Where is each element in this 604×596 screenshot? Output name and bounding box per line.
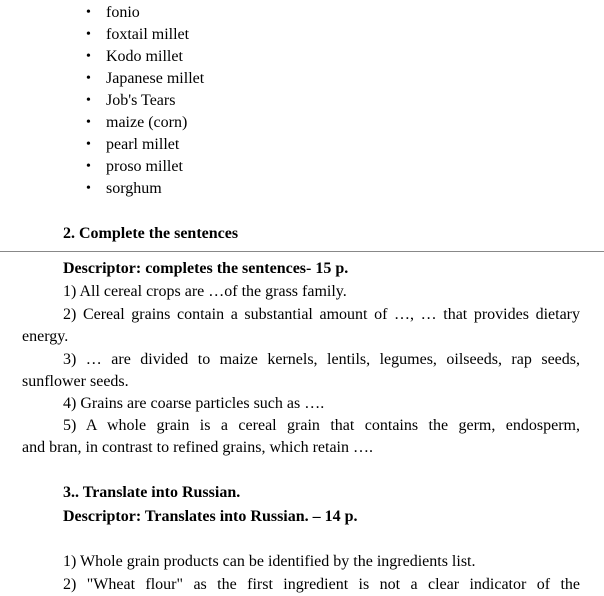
list-item: • pearl millet [0, 134, 204, 156]
list-item: • proso millet [0, 156, 204, 178]
section3-descriptor: Descriptor: Translates into Russian. – 14 p. [63, 508, 358, 525]
section2-heading: 2. Complete the sentences [63, 225, 239, 242]
page-divider [0, 251, 604, 252]
list-item: • maize (corn) [0, 112, 204, 134]
sentence-4: 4) Grains are coarse particles such as …. [63, 395, 325, 412]
list-item: • sorghum [0, 178, 204, 200]
section2-descriptor: Descriptor: completes the sentences- 15 p. [63, 260, 349, 277]
translate-sentence-2: 2) "Wheat flour" as the first ingredient is not a clear indicator of the [63, 576, 580, 593]
sentence-5-line-2: and bran, in contrast to refined grains, which retain …. [22, 439, 373, 456]
list-item: • foxtail millet [0, 24, 204, 46]
grain-list [0, 2, 204, 200]
sentence-3-line-2: sunflower seeds. [22, 373, 129, 390]
sentence-3-line-1: 3) … are divided to maize kernels, lentils, legumes, oilseeds, rap seeds, [63, 351, 580, 368]
list-item: • Job's Tears [0, 90, 204, 112]
sentence-1: 1) All cereal crops are …of the grass family. [63, 283, 347, 300]
section3-heading: 3.. Translate into Russian. [63, 484, 241, 501]
sentence-2-line-1: 2) Cereal grains contain a substantial amount of …, … that provides dietary [63, 306, 580, 323]
list-item: • fonio [0, 2, 204, 24]
list-item: • Japanese millet [0, 68, 204, 90]
sentence-2-line-2: energy. [22, 328, 69, 345]
sentence-5-line-1: 5) A whole grain is a cereal grain that contains the germ, endosperm, [63, 417, 580, 434]
translate-sentence-1: 1) Whole grain products can be identified by the ingredients list. [63, 553, 476, 570]
list-item: • Kodo millet [0, 46, 204, 68]
